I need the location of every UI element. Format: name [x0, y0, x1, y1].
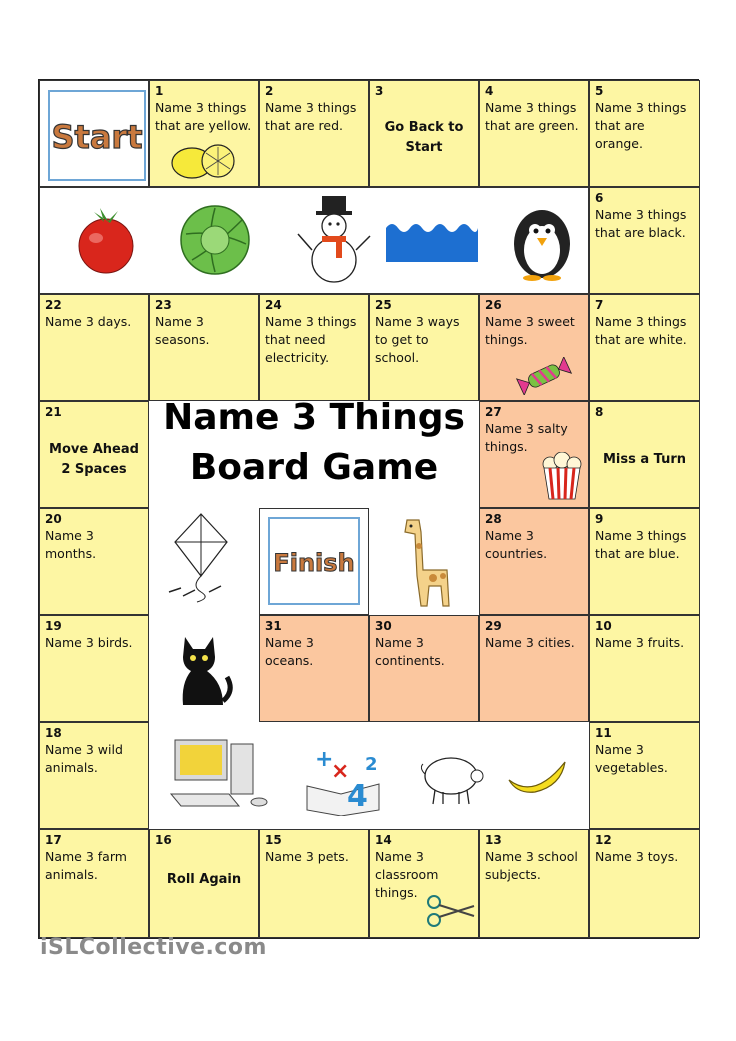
svg-text:2: 2	[365, 754, 378, 775]
snowman-icon	[294, 194, 374, 286]
square-5: 5 Name 3 things that are orange.	[589, 80, 700, 187]
center-giraffe-area	[369, 508, 479, 615]
scissors-icon	[426, 894, 476, 928]
square-13: 13 Name 3 school subjects.	[479, 829, 589, 938]
start-square	[39, 80, 149, 187]
square-16: 16 Roll Again	[149, 829, 259, 938]
square-17: 17 Name 3 farm animals.	[39, 829, 149, 938]
svg-text:4: 4	[347, 779, 368, 814]
square-3: 3 Go Back to Start	[369, 80, 479, 187]
square-24: 24 Name 3 things that need electricity.	[259, 294, 369, 401]
cat-icon	[171, 631, 237, 711]
center-middle	[149, 508, 259, 615]
picture-strip-bottom	[149, 722, 589, 829]
picture-strip-top	[39, 187, 589, 294]
square-15: 15 Name 3 pets.	[259, 829, 369, 938]
square-21: 21 Move Ahead 2 Spaces	[39, 401, 149, 508]
square-7: 7 Name 3 things that are white.	[589, 294, 700, 401]
giraffe-icon	[389, 516, 459, 608]
finish-label-art	[270, 519, 358, 603]
square-11: 11 Name 3 vegetables.	[589, 722, 700, 829]
kite-icon	[161, 512, 241, 604]
svg-text:Finish: Finish	[273, 549, 355, 577]
square-2: 2 Name 3 things that are red.	[259, 80, 369, 187]
banana-icon	[505, 756, 569, 796]
finish-frame	[268, 517, 360, 605]
square-26: 26 Name 3 sweet things.	[479, 294, 589, 401]
game-board	[38, 79, 699, 939]
square-20: 20 Name 3 months.	[39, 508, 149, 615]
math-book-icon	[301, 736, 385, 816]
penguin-icon	[510, 200, 574, 282]
water-waves-icon	[386, 218, 478, 262]
square-14: 14 Name 3 classroom things.	[369, 829, 479, 938]
site-watermark: iSLCollective.com	[40, 935, 267, 960]
square-31: 31 Name 3 oceans.	[259, 615, 369, 722]
candy-icon	[514, 357, 574, 395]
cabbage-icon	[176, 200, 254, 278]
popcorn-icon	[540, 452, 584, 500]
pig-icon	[417, 746, 487, 806]
computer-icon	[169, 736, 279, 816]
title-line-1: Name 3 Things	[163, 401, 465, 438]
square-9: 9 Name 3 things that are blue.	[589, 508, 700, 615]
lemon-icon	[168, 139, 240, 183]
svg-text:+: +	[315, 747, 334, 772]
center-cat-area	[149, 615, 259, 722]
center-area	[149, 401, 479, 508]
start-label-art	[50, 92, 144, 179]
square-25: 25 Name 3 ways to get to school.	[369, 294, 479, 401]
square-1: 1 Name 3 things that are yellow.	[149, 80, 259, 187]
square-28: 28 Name 3 countries.	[479, 508, 589, 615]
start-frame	[48, 90, 146, 181]
square-12: 12 Name 3 toys.	[589, 829, 700, 938]
square-30: 30 Name 3 continents.	[369, 615, 479, 722]
square-8: 8 Miss a Turn	[589, 401, 700, 508]
tomato-icon	[74, 206, 138, 276]
square-6: 6 Name 3 things that are black.	[589, 187, 700, 294]
svg-text:×: ×	[331, 759, 350, 784]
square-22: 22 Name 3 days.	[39, 294, 149, 401]
svg-text:Start: Start	[51, 118, 143, 156]
square-10: 10 Name 3 fruits.	[589, 615, 700, 722]
square-23: 23 Name 3 seasons.	[149, 294, 259, 401]
finish-square	[259, 508, 369, 615]
square-29: 29 Name 3 cities.	[479, 615, 589, 722]
square-19: 19 Name 3 birds.	[39, 615, 149, 722]
title-line-2: Board Game	[189, 447, 439, 488]
square-4: 4 Name 3 things that are green.	[479, 80, 589, 187]
square-27: 27 Name 3 salty things.	[479, 401, 589, 508]
square-18: 18 Name 3 wild animals.	[39, 722, 149, 829]
